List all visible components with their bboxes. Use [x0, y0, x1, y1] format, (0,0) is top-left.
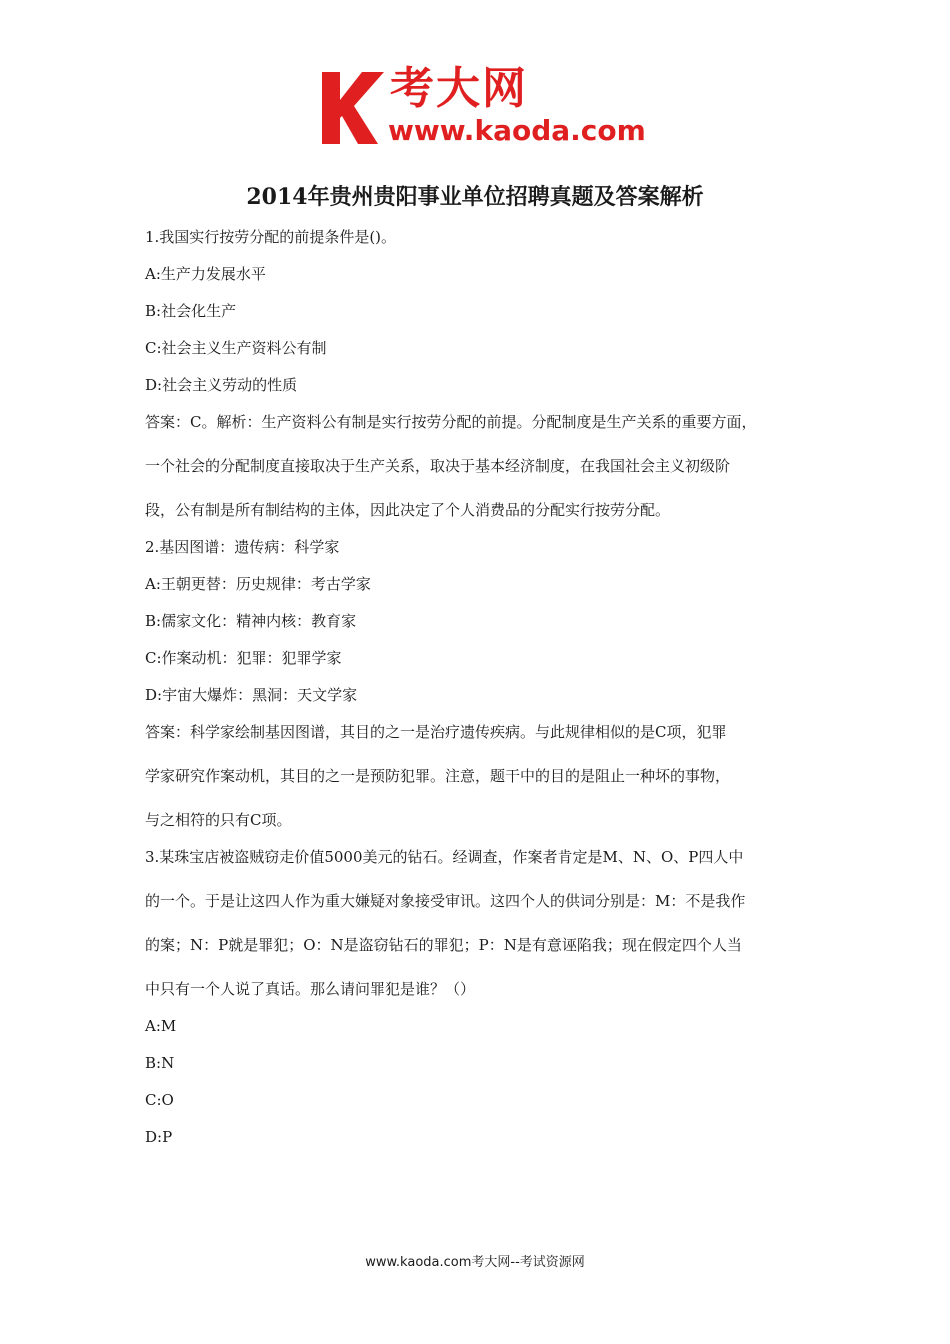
- text-line: 中只有一个人说了真话。那么请问罪犯是谁？（）: [145, 980, 476, 998]
- text-line: 学家研究作案动机，其目的之一是预防犯罪。注意，题干中的目的是阻止一种坏的事物，: [145, 767, 731, 785]
- text-line: 2.基因图谱：遗传病：科学家: [145, 538, 340, 556]
- text-line: 答案：科学家绘制基因图谱，其目的之一是治疗遗传疾病。与此规律相似的是C项，犯罪: [145, 723, 727, 741]
- text-line: A:生产力发展水平: [145, 265, 266, 283]
- text-line: C:O: [145, 1091, 174, 1109]
- logo-k-mark-icon: [318, 66, 390, 146]
- text-line: 答案：C。解析：生产资料公有制是实行按劳分配的前提。分配制度是生产关系的重要方面，: [145, 413, 757, 431]
- text-line: 1.我国实行按劳分配的前提条件是()。: [145, 228, 397, 246]
- text-line: D:社会主义劳动的性质: [145, 376, 298, 394]
- text-line: 段，公有制是所有制结构的主体，因此决定了个人消费品的分配实行按劳分配。: [145, 501, 671, 519]
- text-line: 的一个。于是让这四人作为重大嫌疑对象接受审讯。这四个人的供词分别是：M：不是我作: [145, 892, 746, 910]
- logo-url: www.kaoda.com: [388, 114, 646, 147]
- text-line: C:社会主义生产资料公有制: [145, 339, 327, 357]
- text-line: 一个社会的分配制度直接取决于生产关系，取决于基本经济制度，在我国社会主义初级阶: [145, 457, 731, 475]
- page-footer: www.kaoda.com考大网--考试资源网: [365, 1255, 585, 1270]
- text-line: 与之相符的只有C项。: [145, 811, 292, 829]
- text-line: D:宇宙大爆炸：黑洞：天文学家: [145, 686, 358, 704]
- text-line: C:作案动机：犯罪：犯罪学家: [145, 649, 342, 667]
- text-line: B:社会化生产: [145, 302, 237, 320]
- text-line: D:P: [145, 1128, 173, 1146]
- text-line: A:M: [145, 1017, 177, 1035]
- text-line: 3.某珠宝店被盗贼窃走价值5000美元的钻石。经调查，作案者肯定是M、N、O、P四人中: [145, 848, 744, 866]
- text-line: 的案；N：P就是罪犯；O：N是盗窃钻石的罪犯；P：N是有意诬陷我；现在假定四个人当: [145, 936, 742, 954]
- logo-chinese-name: 考大网: [390, 63, 528, 114]
- document-body: [145, 226, 835, 1163]
- text-line: B:儒家文化：精神内核：教育家: [145, 612, 357, 630]
- text-line: B:N: [145, 1054, 175, 1072]
- page-title: 2014年贵州贵阳事业单位招聘真题及答案解析: [246, 184, 704, 210]
- kaoda-logo: [318, 62, 646, 148]
- text-line: A:王朝更替：历史规律：考古学家: [145, 575, 371, 593]
